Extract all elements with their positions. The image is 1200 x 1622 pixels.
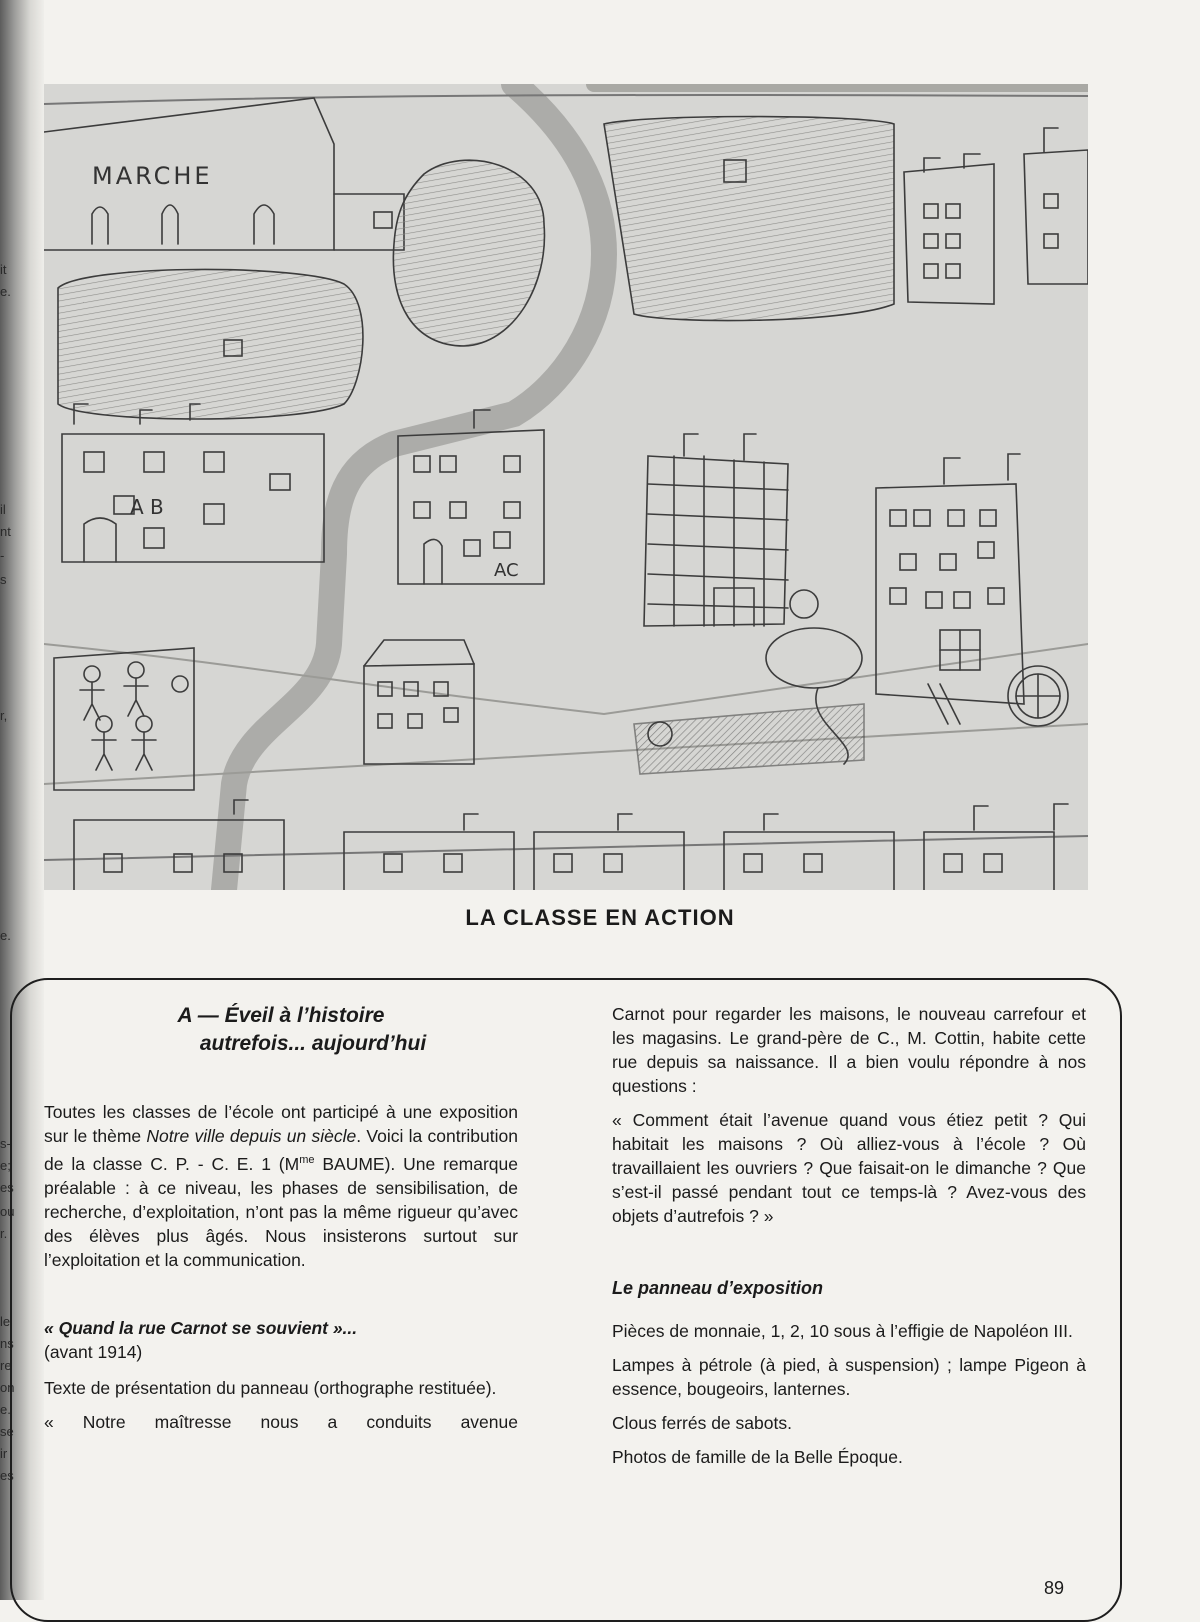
panel-item: Photos de famille de la Belle Époque. xyxy=(612,1447,903,1467)
drawing-label-bap: A B xyxy=(130,495,164,519)
gutter-fragment: e. xyxy=(0,284,11,299)
gutter-fragment: - xyxy=(0,548,5,563)
gutter-fragment: es xyxy=(0,1468,14,1483)
gutter-fragment: e; xyxy=(0,1158,11,1173)
gutter-fragment: s xyxy=(0,572,7,587)
presentation-continued: Carnot pour regarder les maisons, le nouveau carrefour et les magasins. Le grand-père de C., M. Cottin, habite cette rue depuis sa naissance. Il a bien voulu répondre à nos questions : xyxy=(612,1004,1086,1096)
gutter-fragment: ou xyxy=(0,1204,15,1219)
section-title: LA CLASSE EN ACTION xyxy=(465,905,735,930)
panel-subheading: Le panneau d’exposition xyxy=(612,1278,824,1298)
quote-block xyxy=(44,1316,518,1364)
panel-item: Clous ferrés de sabots. xyxy=(612,1413,792,1433)
presentation-text: Texte de présentation du panneau (orthographe restituée). xyxy=(44,1377,497,1398)
article-left-column xyxy=(44,1002,518,1444)
gutter-fragment: re xyxy=(0,1358,12,1373)
gutter-fragment: nt xyxy=(0,524,11,539)
gutter-fragment: r. xyxy=(0,1226,8,1241)
gutter-fragment: it xyxy=(0,262,7,277)
intro-theme: Notre ville depuis un siècle xyxy=(146,1126,357,1146)
article-right-column xyxy=(612,1002,1086,1479)
quote-title: « Quand la rue Carnot se souvient »... xyxy=(44,1317,358,1338)
questions-paragraph: « Comment était l’avenue quand vous étiez petit ? Qui habitait les maisons ? Où alliez-vous à l’école ? Où travaillaient les ouvriers ? Que faisait-on le dimanche ? Que s’est-il passé pendant tout ce temps-là ? Avez-vous des objets d’autrefois ? » xyxy=(612,1110,1086,1226)
intro-text-3: BAUME). Une remarque préalable : à ce niveau, les phases de sensibilisation, de recherche, d’exploitation, n’ont pas la même rigueur qu’avec des élèves plus âgés. Nous insisterons surtout sur l’exploitation et la communication. xyxy=(44,1153,518,1270)
presentation-start: « Notre maîtresse nous a conduits avenue xyxy=(44,1411,518,1432)
gutter-fragment: ns xyxy=(0,1336,14,1351)
panel-item: Pièces de monnaie, 1, 2, 10 sous à l’effigie de Napoléon III. xyxy=(612,1321,1073,1341)
gutter-fragment: se xyxy=(0,1424,14,1439)
gutter-fragment: il xyxy=(0,502,6,517)
intro-text-2: . Voici la contribution de la classe C. P. - C. E. 1 (M xyxy=(44,1126,518,1174)
page-number: 89 xyxy=(1043,1578,1064,1598)
gutter-fragment: e. xyxy=(0,1402,11,1417)
article-heading-line1: A — Éveil à l’histoire xyxy=(177,1004,385,1027)
gutter-fragment: e. xyxy=(0,928,11,943)
quote-period: (avant 1914) xyxy=(44,1341,143,1362)
intro-superscript: me xyxy=(299,1154,315,1166)
gutter-fragment: es xyxy=(0,1180,14,1195)
panel-item: Lampes à pétrole (à pied, à suspension) ; lampe Pigeon à essence, bougeoirs, lanternes. xyxy=(612,1355,1086,1399)
intro-paragraph xyxy=(44,1100,518,1272)
intro-text-1: Toutes les classes de l’école ont participé à une exposition sur le thème xyxy=(44,1102,518,1146)
article-heading-line2: autrefois... aujourd’hui xyxy=(199,1032,427,1055)
drawing-label-marche: MARCHE xyxy=(92,162,213,190)
gutter-fragment: ir xyxy=(0,1446,8,1461)
gutter-fragment: le xyxy=(0,1314,11,1329)
drawing-label-hac: AC xyxy=(494,560,519,581)
gutter-fragment: r, xyxy=(0,708,8,723)
gutter-fragment: s- xyxy=(0,1136,11,1151)
gutter-fragment: on xyxy=(0,1380,15,1395)
article-heading xyxy=(44,1002,518,1058)
child-drawing-street-map xyxy=(44,84,1088,890)
